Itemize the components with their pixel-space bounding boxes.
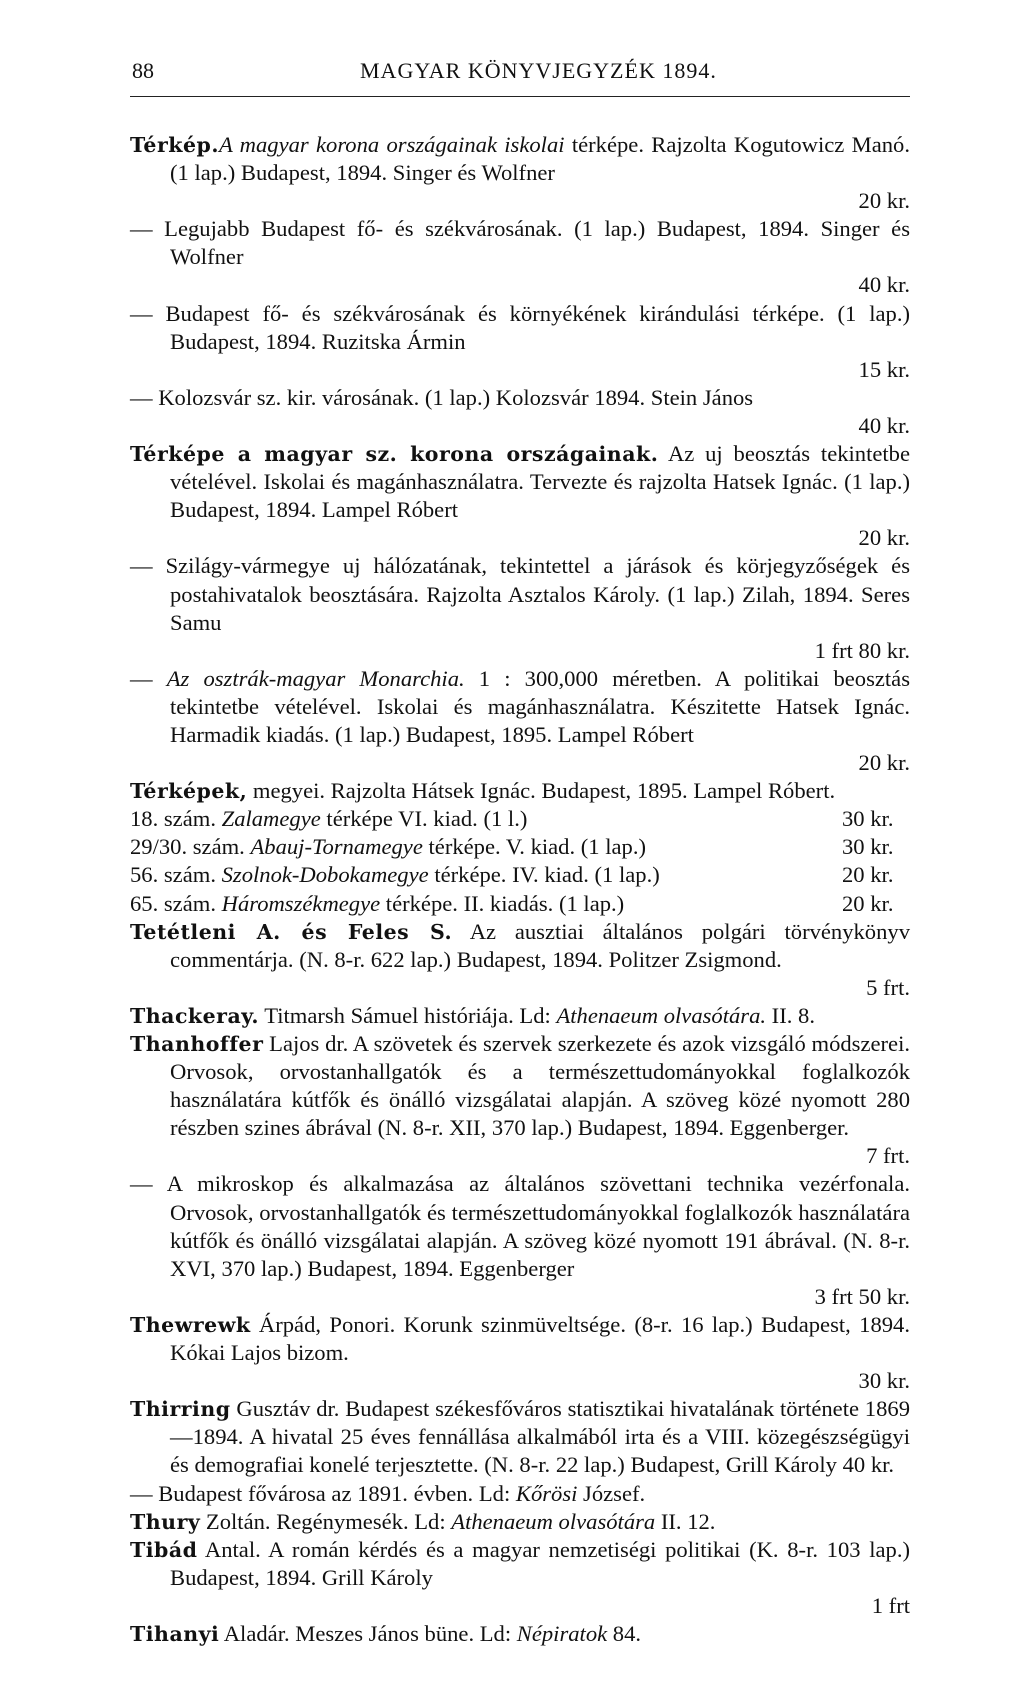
entry-title-italic: Kőrösi xyxy=(515,1480,578,1506)
catalog-entry xyxy=(130,1508,910,1536)
map-county: Zalamegye xyxy=(221,806,321,832)
entry-text: — Budapest fő- és székvárosának és környékének kirándulási térképe. (1 lap.) Budapest, 1894. Ruzitska Ármin xyxy=(130,300,910,354)
entry-text: II. 12. xyxy=(655,1508,716,1534)
catalog-entry xyxy=(130,552,910,664)
catalog-entry xyxy=(130,300,910,384)
map-item xyxy=(130,833,910,861)
catalog-entry xyxy=(130,1620,910,1648)
map-price: 20 kr. xyxy=(842,862,894,888)
catalog-entry xyxy=(130,1311,910,1395)
entry-heading: Térképe a magyar sz. korona országainak. xyxy=(130,442,659,467)
map-price: 30 kr. xyxy=(842,834,894,860)
catalog-entry xyxy=(130,440,910,552)
page xyxy=(130,58,911,1646)
entry-heading: Térkép. xyxy=(130,133,219,157)
entry-price: 30 kr. xyxy=(858,1368,910,1394)
entry-text: — Legujabb Budapest fő- és székvárosának. (1 lap.) Budapest, 1894. Singer és Wolfner xyxy=(130,216,910,270)
map-number: 29/30. szám. xyxy=(130,834,251,860)
catalog-entry xyxy=(130,777,910,805)
entry-price: 7 frt. xyxy=(866,1143,910,1169)
entry-text: — Szilágy-vármegye uj hálózatának, tekintettel a járások és körjegyzőségek és postahivatalok beosztására. Rajzolta Asztalos Károly. (1 lap.) Zilah, 1894. Seres Samu xyxy=(130,553,910,635)
map-item-title xyxy=(130,805,527,833)
map-item xyxy=(130,805,910,833)
entry-price: 40 kr. xyxy=(858,272,910,298)
catalog-entry xyxy=(130,1170,910,1310)
catalog-entry xyxy=(130,215,910,299)
entry-text: II. 8. xyxy=(766,1002,815,1028)
entry-text: 1 : 300,000 méretben. A politikai beosztás tekintetbe vételével. Iskolai és magánhasználatra. Készitette Hatsek Ignác. Harmadik kiadás. (1 lap.) Budapest, 1895. Lampel Róbert xyxy=(170,665,910,747)
entry-text: Antal. A román kérdés és a magyar nemzetiségi politikai (K. 8-r. 103 lap.) Budapest, 1894. Grill Károly xyxy=(170,1536,910,1590)
entry-price: 20 kr. xyxy=(858,525,910,551)
map-number: 18. szám. xyxy=(130,806,222,832)
entry-text: térképe. Rajzolta Kogutowicz Manó. (1 lap.) Budapest, 1894. Singer és Wolfner xyxy=(170,132,910,186)
entry-text: Az uj beosztás tekintetbe vételével. Iskolai és magánhasználatra. Tervezte és rajzolta Hatsek Ignác. (1 lap.) Budapest, 1894. Lampel Róbert xyxy=(170,441,911,523)
map-details: térképe. II. kiadás. (1 lap.) xyxy=(380,890,625,916)
map-number: 56. szám. xyxy=(130,862,222,888)
catalog-entry xyxy=(130,384,910,440)
entry-title-italic: Az osztrák-magyar Monarchia. xyxy=(166,665,465,691)
map-item xyxy=(130,861,910,889)
catalog-entry xyxy=(130,918,910,1002)
entry-text: Az ausztiai általános polgári törvénykönyv commentárja. (N. 8-r. 622 lap.) Budapest, 1894. Politzer Zsigmond. xyxy=(170,918,910,972)
entry-text: József. xyxy=(577,1480,646,1506)
entry-heading: Thanhoffer xyxy=(130,1032,264,1056)
entry-price: 20 kr. xyxy=(858,188,910,214)
entry-heading: Thury xyxy=(130,1509,201,1534)
entry-text: Aladár. Meszes János büne. Ld: xyxy=(219,1620,517,1646)
entry-price: 40 kr. xyxy=(858,412,910,438)
map-item-title xyxy=(130,861,660,889)
catalog-body xyxy=(130,131,910,1648)
catalog-entry xyxy=(130,1480,910,1508)
map-item-title xyxy=(130,833,646,861)
entry-price: 3 frt 50 kr. xyxy=(814,1283,910,1309)
page-header xyxy=(130,58,910,92)
map-details: térképe. IV. kiad. (1 lap.) xyxy=(428,862,660,888)
entry-text: — Kolozsvár sz. kir. városának. (1 lap.) Kolozsvár 1894. Stein János xyxy=(130,384,754,410)
map-price: 30 kr. xyxy=(842,806,894,832)
entry-text: — xyxy=(130,665,167,691)
entry-heading: Thirring xyxy=(130,1397,231,1422)
entry-price: 15 kr. xyxy=(858,356,910,382)
catalog-entry xyxy=(130,131,910,215)
entry-text: Gusztáv dr. Budapest székesfőváros statisztikai hivatalának története 1869—1894. A hivatal 25 éves fennállása alkalmából irta és a VIII. közegészségügyi és demografiai konelé terjesztette. (N. 8-r. 22 lap.) Budapest, Grill Károly 40 kr. xyxy=(170,1396,910,1478)
entry-price: 1 frt xyxy=(871,1592,910,1618)
entry-text: Titmarsh Sámuel históriája. Ld: xyxy=(258,1002,557,1028)
map-number: 65. szám. xyxy=(130,890,222,916)
entry-text: 84. xyxy=(607,1620,642,1646)
entry-text: Árpád, Ponori. Korunk szinmüveltsége. (8-r. 16 lap.) Budapest, 1894. Kókai Lajos bizom. xyxy=(170,1311,910,1366)
entry-title-italic: Athenaeum olvasótára. xyxy=(556,1002,767,1028)
entry-text: Zoltán. Regénymesék. Ld: xyxy=(200,1508,452,1534)
entry-title-italic: A magyar korona országainak iskolai xyxy=(218,132,565,157)
entry-heading: Thackeray. xyxy=(130,1003,259,1028)
entry-heading: Térképek, xyxy=(130,779,248,804)
map-county: Abauj-Tornamegye xyxy=(250,834,423,860)
map-details: térképe VI. kiad. (1 l.) xyxy=(320,806,528,832)
entry-heading: Tetétleni A. és Feles S. xyxy=(130,919,453,944)
header-rule xyxy=(130,96,910,97)
running-title: MAGYAR KÖNYVJEGYZÉK 1894. xyxy=(360,58,717,83)
map-item xyxy=(130,890,910,918)
entry-title-italic: Athenaeum olvasótára xyxy=(451,1508,656,1534)
entry-text: megyei. Rajzolta Hátsek Ignác. Budapest, 1895. Lampel Róbert. xyxy=(247,778,836,804)
entry-price: 20 kr. xyxy=(858,750,910,776)
entry-text: — A mikroskop és alkalmazása az általános szövettani technika vezérfonala. Orvosok, orvostanhallgatók és természettudományokkal foglalkozók használatára kútfők és önálló vizsgálatai alapján. A szöveg közé nyomott 191 ábrával. (N. 8-r. XVI, 370 lap.) Budapest, 1894. Eggenberger xyxy=(130,1171,910,1281)
map-county: Háromszékmegye xyxy=(221,890,381,916)
entry-text: Lajos dr. A szövetek és szervek szerkezete és azok vizsgáló módszerei. Orvosok, orvostanhallgatók és a természettudományokkal foglalkozók használatára kútfők és önálló vizsgálatai alapján. A szöveg közé nyomott 280 részben szines ábrával (N. 8-r. XII, 370 lap.) Budapest, 1894. Eggenberger. xyxy=(170,1031,910,1141)
catalog-entry xyxy=(130,1536,910,1620)
map-item-title xyxy=(130,890,624,918)
catalog-entry xyxy=(130,665,910,777)
catalog-entry xyxy=(130,1002,910,1030)
entry-price: 1 frt 80 kr. xyxy=(814,637,910,663)
entry-title-italic: Népiratok xyxy=(516,1620,608,1646)
entry-heading: Tibád xyxy=(130,1537,198,1562)
map-price: 20 kr. xyxy=(842,890,894,916)
catalog-entry xyxy=(130,1395,910,1479)
entry-price: 5 frt. xyxy=(866,974,910,1000)
entry-heading: Thewrewk xyxy=(130,1312,251,1337)
entry-text: — Budapest fővárosa az 1891. évben. Ld: xyxy=(130,1480,516,1506)
catalog-entry xyxy=(130,1030,910,1170)
map-details: térképe. V. kiad. (1 lap.) xyxy=(422,834,647,860)
map-county: Szolnok-Dobokamegye xyxy=(221,862,429,888)
entry-heading: Tihanyi xyxy=(130,1621,220,1646)
page-number: 88 xyxy=(132,58,154,83)
